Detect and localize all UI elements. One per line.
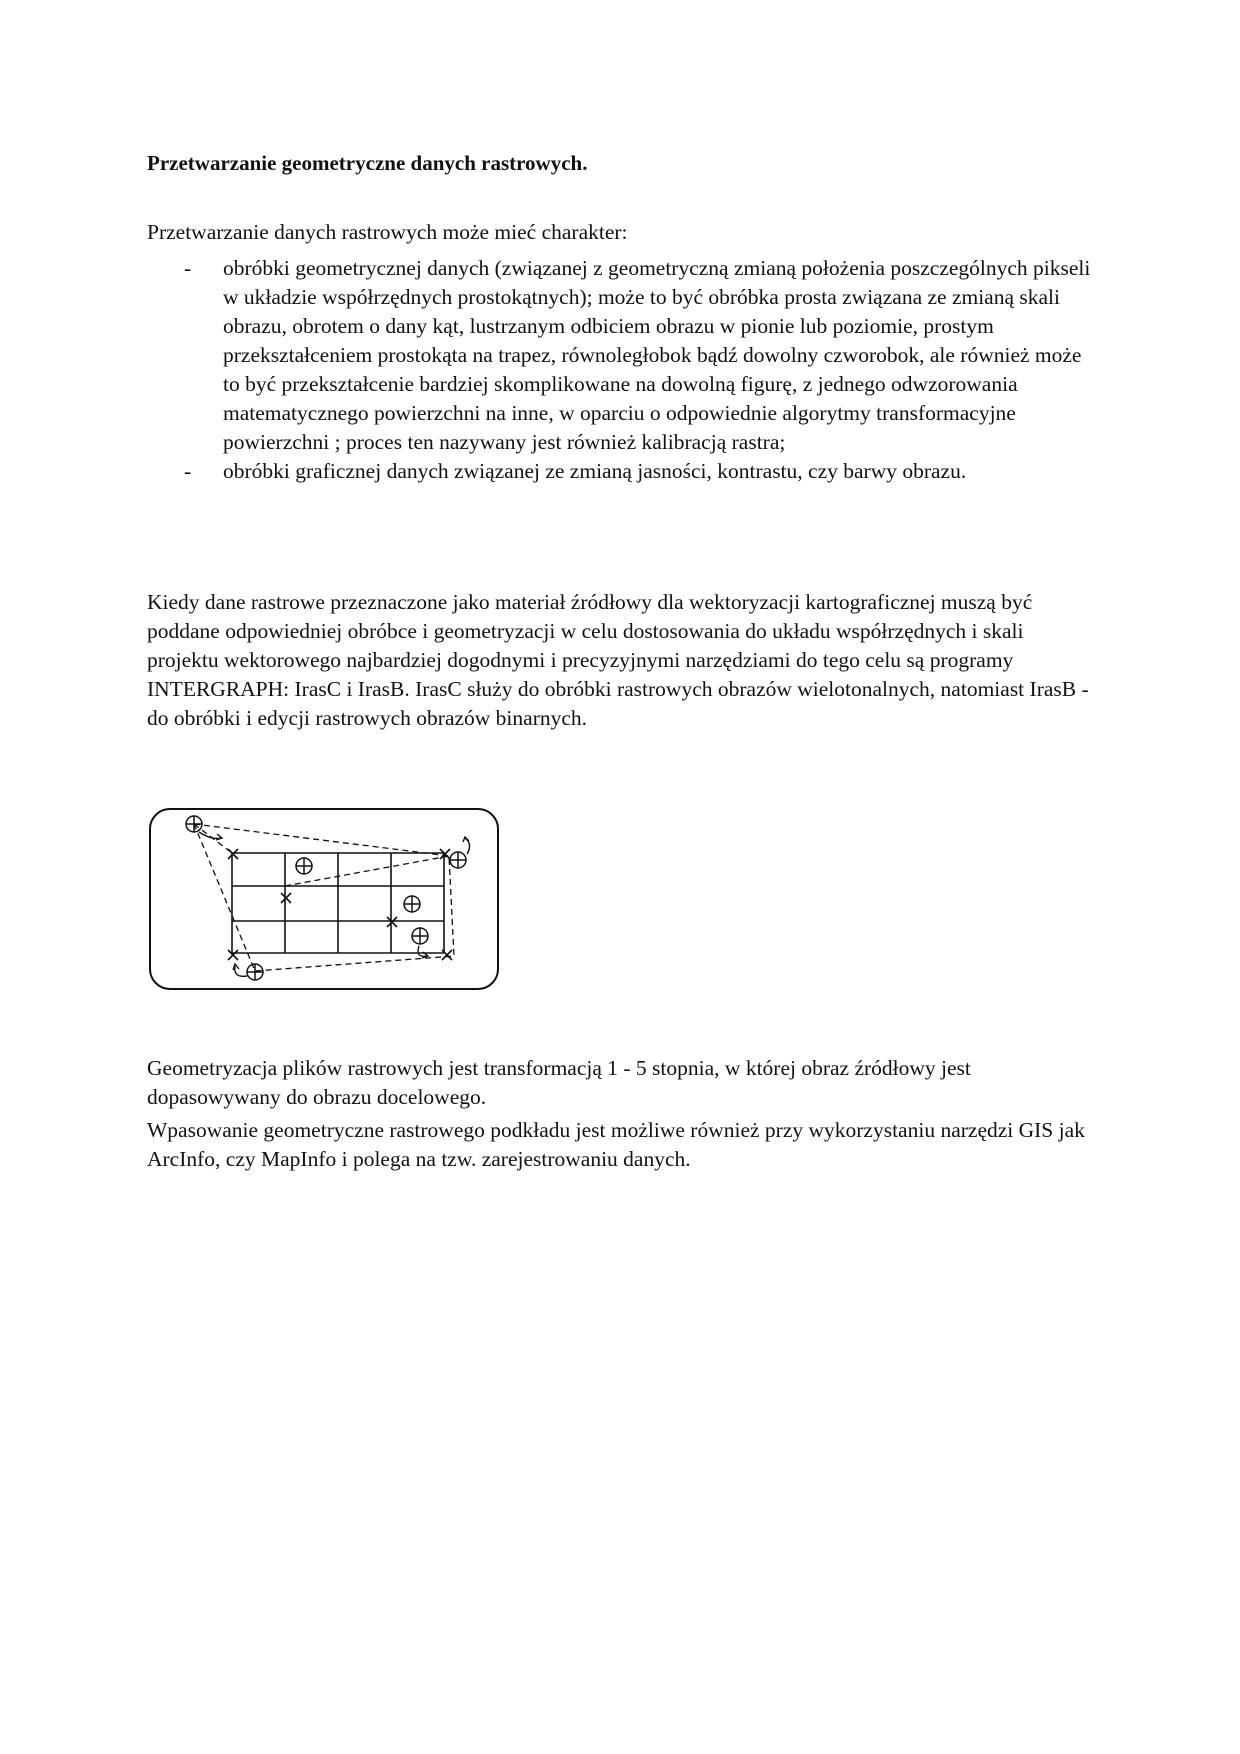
processing-types-list — [147, 254, 1097, 486]
figure-frame — [150, 809, 498, 989]
intergraph-paragraph: Kiedy dane rastrowe przeznaczone jako materiał źródłowy dla wektoryzacji kartograficznej muszą być poddane odpowiedniej obróbce i geometryzacji w celu dostosowania do układu współrzędnych i skali projektu wektorowego najbardziej dogodnymi i precyzyjnymi narzędziami do tego celu są programy INTERGRAPH: IrasC i IrasB. IrasC służy do obróbki rastrowych obrazów wielotonalnych, natomiast IrasB - do obróbki i edycji rastrowych obrazów binarnych. — [147, 590, 1089, 730]
list-bullet: - — [184, 459, 192, 483]
transformed-outline — [194, 824, 454, 971]
transformation-paragraph: Geometryzacja plików rastrowych jest transformacją 1 - 5 stopnia, w której obraz źródłowy jest dopasowywany do obrazu docelowego. — [147, 1056, 971, 1109]
gis-paragraph: Wpasowanie geometryczne rastrowego podkładu jest możliwe również przy wykorzystaniu narzędzi GIS jak ArcInfo, czy MapInfo i polega na tzw. zarejestrowaniu danych. — [147, 1118, 1085, 1171]
list-bullet: - — [184, 256, 192, 280]
document-title: Przetwarzanie geometryczne danych rastrowych. — [147, 151, 588, 175]
list-item-text: obróbki graficznej danych związanej ze zmianą jasności, kontrastu, czy barwy obrazu. — [223, 459, 967, 483]
list-item — [147, 254, 1097, 457]
raster-georeferencing-diagram — [147, 806, 503, 994]
list-item — [147, 457, 1097, 486]
list-item-text: obróbki geometrycznej danych (związanej z geometryczną zmianą położenia poszczególnych pikseli w układzie współrzędnych prostokątnych); może to być obróbka prosta związana ze zmianą skali obrazu, obrotem o dany kąt, lustrzanym odbiciem obrazu w pionie lub poziomie, prostym przekształceniem prostokąta na trapez, równoległobok bądź dowolny czworobok, ale również może to być przekształcenie bardziej skomplikowane na dowolną figurę, z jednego odwzorowania matematycznego powierzchni na inne, w oparciu o odpowiednie algorytmy transformacyjne powierzchni ; proces ten nazywany jest również kalibracją rastra; — [223, 256, 1091, 454]
intro-paragraph: Przetwarzanie danych rastrowych może mieć charakter: — [147, 220, 628, 244]
